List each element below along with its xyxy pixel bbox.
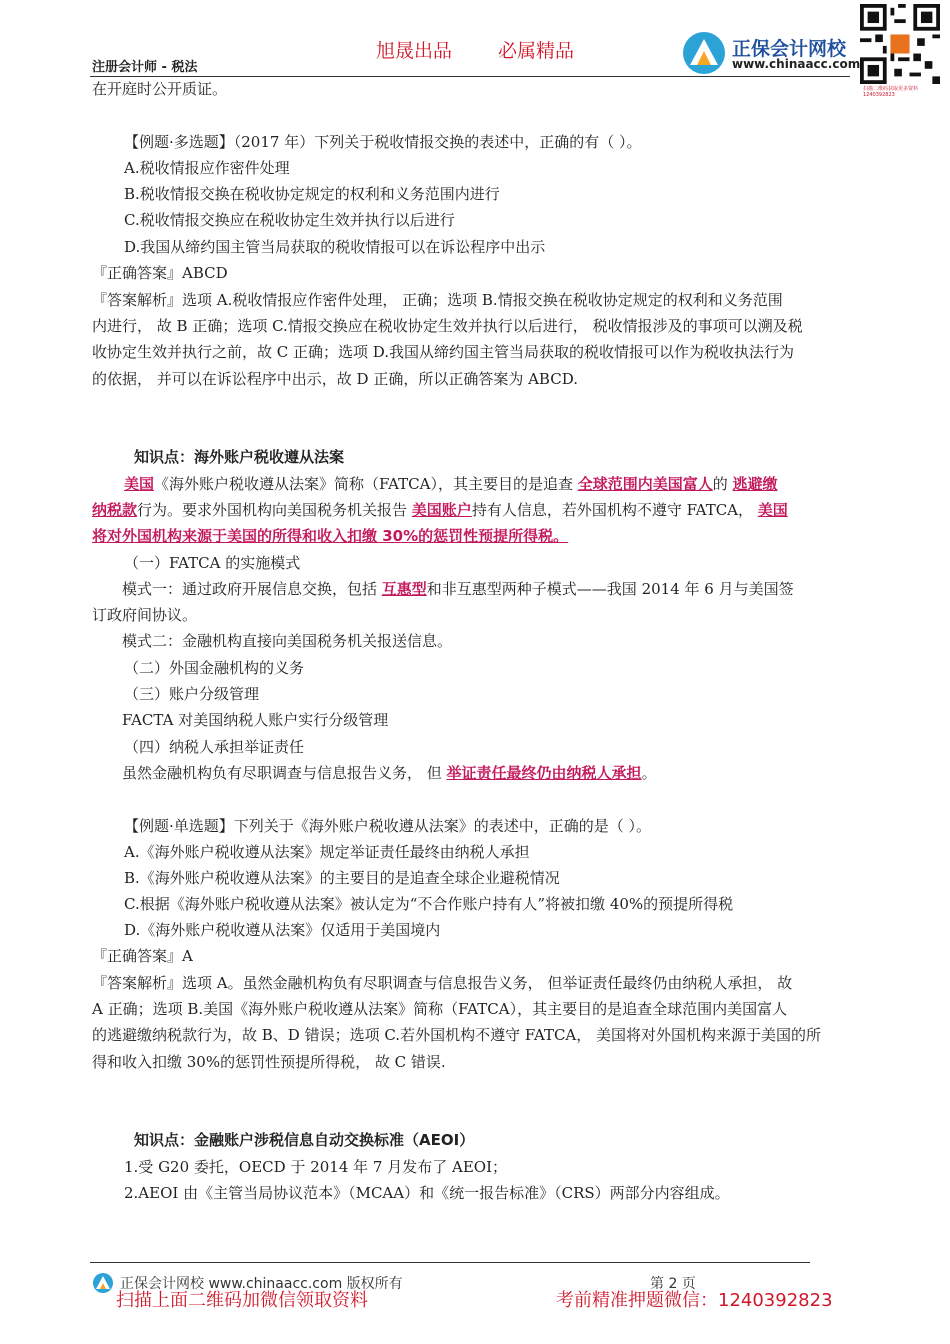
page-number: 第 2 页 [650, 1276, 696, 1292]
question-2-option-d: D.《海外账户税收遵从法案》仅适用于美国境内 [124, 921, 441, 939]
question-2-option-c: C.根据《海外账户税收遵从法案》被认定为“不合作账户持有人”将被扣缴 40%的预提所得税 [124, 895, 734, 913]
highlight-burden-of-proof: 举证责任最终仍由纳税人承担 [446, 764, 642, 782]
question-1-explanation-3: 收协定生效并执行之前，故 C 正确；选项 D.我国从缔约国主管当局获取的税收情报可以作为税收执法行为 [92, 343, 795, 361]
highlight-reciprocal: 互惠型 [381, 580, 427, 598]
knowledge-point-2-heading: 知识点：金融账户涉税信息自动交换标准（AEOI） [134, 1131, 475, 1149]
highlight-usa: 美国 [124, 475, 155, 493]
logo-url: www.chinaacc.com [732, 57, 861, 71]
promo-left: 扫描上面二维码加微信领取资料 [116, 1290, 368, 1311]
kp1-section-4-text: 虽然金融机构负有尽职调查与信息报告义务， 但 举证责任最终仍由纳税人承担。 [122, 764, 657, 782]
question-1-explanation-4: 的依据， 并可以在诉讼程序中出示，故 D 正确，所以正确答案为 ABCD. [92, 370, 578, 388]
question-2-explanation-4: 得和收入扣缴 30%的惩罚性预提所得税， 故 C 错误. [92, 1053, 446, 1071]
slogan-2: 必属精品 [498, 40, 575, 62]
kp1-paragraph-line-2: 纳税款行为。要求外国机构向美国税务机关报告 美国账户持有人信息，若外国机构不遵守 FATCA， 美国 [92, 501, 788, 519]
highlight-wealthy: 全球范围内美国富人 [577, 475, 713, 493]
question-2-option-b: B.《海外账户税收遵从法案》的主要目的是追查全球企业避税情况 [124, 869, 560, 887]
slogan-1: 旭晟出品 [376, 40, 453, 62]
promo-right: 考前精准押题微信：1240392823 [556, 1290, 833, 1311]
header-title: 注册会计师 - 税法 [92, 60, 198, 75]
continued-text: 在开庭时公开质证。 [92, 80, 228, 98]
highlight-usa-2: 美国 [757, 501, 788, 519]
question-2-option-a: A.《海外账户税收遵从法案》规定举证责任最终由纳税人承担 [124, 843, 530, 861]
kp2-item-1: 1.受 G20 委托，OECD 于 2014 年 7 月发布了 AEOI； [124, 1158, 507, 1176]
question-2-stem: 【例题·单选题】下列关于《海外账户税收遵从法案》的表述中，正确的是（ ）。 [124, 817, 652, 835]
header-divider [90, 76, 850, 77]
knowledge-point-1-heading: 知识点：海外账户税收遵从法案 [134, 448, 345, 466]
kp2-item-2: 2.AEOI 由《主管当局协议范本》（MCAA）和《统一报告标准》（CRS）两部分内容组成。 [124, 1184, 730, 1202]
logo-icon [680, 31, 728, 75]
qr-caption: 扫描二维码获取更多资料 1240392823 [863, 86, 919, 98]
question-1-explanation-1: 『答案解析』选项 A.税收情报应作密件处理， 正确；选项 B.情报交换在税收协定规定的权利和义务范围 [92, 291, 783, 309]
question-1-option-c: C.税收情报交换应在税收协定生效并执行以后进行 [124, 211, 455, 229]
footer-copyright: 正保会计网校 www.chinaacc.com 版权所有 [120, 1276, 403, 1292]
question-1-answer: 『正确答案』ABCD [92, 264, 228, 282]
question-1-option-d: D.我国从缔约国主管当局获取的税收情报可以在诉讼程序中出示 [124, 238, 546, 256]
kp1-section-1: （一）FATCA 的实施模式 [124, 554, 301, 572]
kp1-paragraph-line-1: 美国《海外账户税收遵从法案》简称（FATCA），其主要目的是追查 全球范围内美国富人的 逃避缴 [124, 475, 778, 493]
kp1-mode-2: 模式二：金融机构直接向美国税务机关报送信息。 [122, 632, 453, 650]
qr-code-icon [860, 4, 940, 84]
question-1-option-a: A.税收情报应作密件处理 [124, 159, 290, 177]
kp1-section-3: （三）账户分级管理 [124, 685, 260, 703]
highlight-us-account: 美国账户 [411, 501, 472, 519]
highlight-withholding: 将对外国机构来源于美国的所得和收入扣缴 30%的惩罚性预提所得税。 [92, 527, 569, 545]
footer-divider [90, 1262, 810, 1263]
question-2-explanation-2: A 正确；选项 B.美国《海外账户税收遵从法案》简称（FATCA），其主要目的是追查全球范围内美国富人 [92, 1000, 788, 1018]
highlight-tax: 纳税款 [92, 501, 138, 519]
logo-name: 正保会计网校 [732, 38, 847, 60]
kp1-mode-1-cont: 订政府间协议。 [92, 606, 198, 624]
question-1-stem: 【例题·多选题】（2017 年）下列关于税收情报交换的表述中，正确的有（ ）。 [124, 133, 642, 151]
kp1-paragraph-line-3 [92, 525, 568, 547]
kp1-section-4: （四）纳税人承担举证责任 [124, 738, 305, 756]
kp1-section-2: （二）外国金融机构的义务 [124, 659, 305, 677]
kp1-section-3-text: FACTA 对美国纳税人账户实行分级管理 [122, 711, 389, 729]
footer-logo-icon [92, 1272, 114, 1294]
kp1-mode-1: 模式一：通过政府开展信息交换，包括 互惠型和非互惠型两种子模式——我国 2014 年 6 月与美国签 [122, 580, 794, 598]
highlight-evade: 逃避缴 [732, 475, 778, 493]
question-2-explanation-1: 『答案解析』选项 A。虽然金融机构负有尽职调查与信息报告义务， 但举证责任最终仍由纳税人承担， 故 [92, 974, 793, 992]
question-1-explanation-2: 内进行， 故 B 正确；选项 C.情报交换应在税收协定生效并执行以后进行， 税收情报涉及的事项可以溯及税 [92, 317, 803, 335]
question-2-explanation-3: 的逃避缴纳税款行为，故 B、D 错误；选项 C.若外国机构不遵守 FATCA， 美国将对外国机构来源于美国的所 [92, 1026, 822, 1044]
question-1-option-b: B.税收情报交换在税收协定规定的权利和义务范围内进行 [124, 185, 500, 203]
question-2-answer: 『正确答案』A [92, 947, 193, 965]
